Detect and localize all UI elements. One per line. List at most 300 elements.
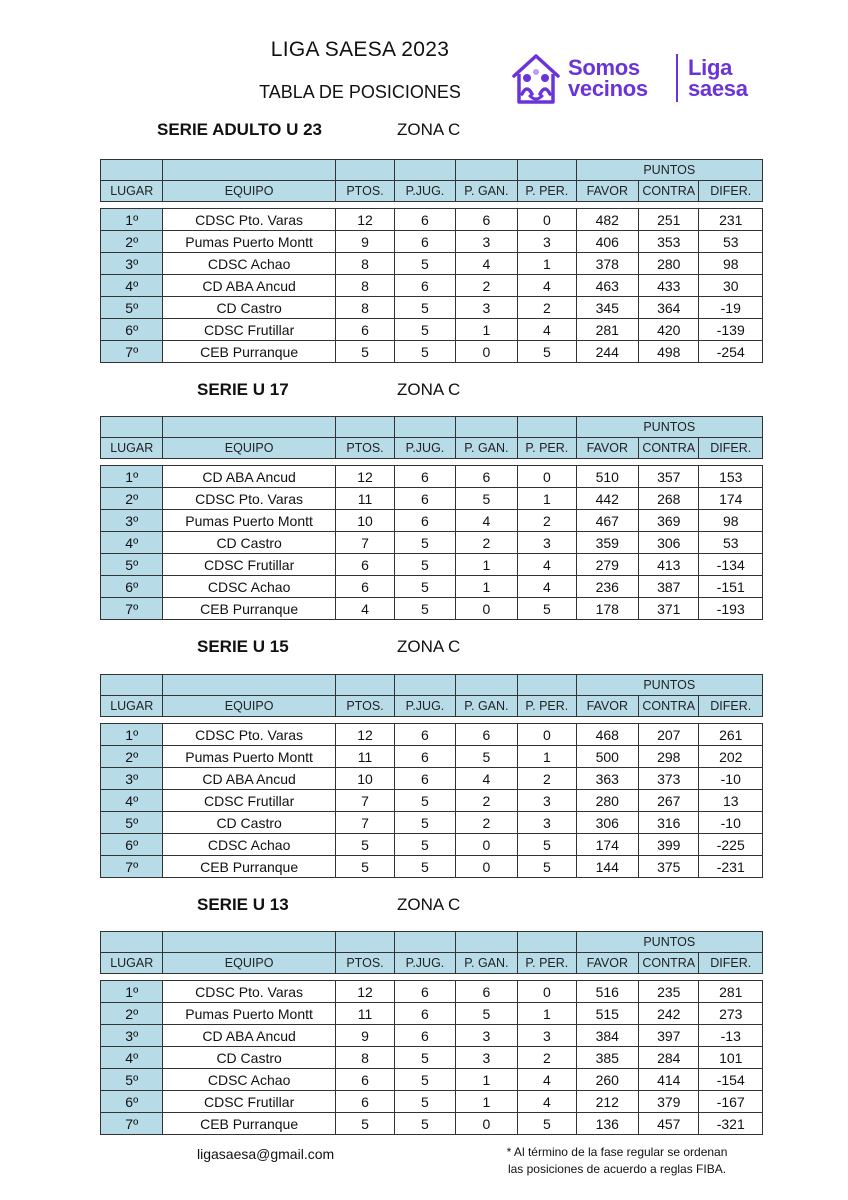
cell-position: 5º [101, 554, 163, 576]
header-blank-cell [335, 417, 394, 438]
cell-point-diff: 30 [699, 275, 763, 297]
cell-lost: 4 [518, 319, 576, 341]
cell-played: 6 [395, 510, 455, 532]
header-team: EQUIPO [163, 438, 335, 459]
cell-points-for: 236 [576, 576, 638, 598]
cell-won: 5 [455, 1003, 517, 1025]
table-row [101, 812, 763, 834]
cell-played: 6 [395, 981, 455, 1003]
cell-point-diff: 153 [699, 466, 763, 488]
cell-points-for: 463 [576, 275, 638, 297]
cell-point-diff: 174 [699, 488, 763, 510]
cell-position: 6º [101, 576, 163, 598]
cell-points: 6 [335, 1069, 394, 1091]
cell-team: CDSC Frutillar [163, 319, 335, 341]
cell-points: 8 [335, 275, 394, 297]
cell-points-against: 373 [639, 768, 699, 790]
header-points-against: CONTRA [639, 181, 699, 202]
table-row [101, 275, 763, 297]
cell-lost: 2 [518, 1047, 576, 1069]
cell-points-for: 406 [576, 231, 638, 253]
cell-points-for: 363 [576, 768, 638, 790]
cell-point-diff: -231 [699, 856, 763, 878]
header-points-for: FAVOR [576, 696, 638, 717]
cell-played: 5 [395, 598, 455, 620]
header-row [101, 181, 763, 202]
table-row [101, 1069, 763, 1091]
cell-points-against: 267 [639, 790, 699, 812]
header-blank-cell [101, 675, 163, 696]
header-blank-cell [518, 675, 576, 696]
cell-position: 4º [101, 790, 163, 812]
cell-points-for: 378 [576, 253, 638, 275]
cell-played: 6 [395, 768, 455, 790]
cell-won: 3 [455, 1025, 517, 1047]
cell-played: 6 [395, 1025, 455, 1047]
cell-won: 6 [455, 466, 517, 488]
cell-played: 6 [395, 1003, 455, 1025]
cell-played: 5 [395, 1047, 455, 1069]
cell-points: 12 [335, 724, 394, 746]
cell-won: 2 [455, 532, 517, 554]
table-row [101, 724, 763, 746]
header-point-diff: DIFER. [699, 953, 763, 974]
spacer-cell [101, 459, 763, 466]
header-points-for: FAVOR [576, 953, 638, 974]
logo-text-vecinos: vecinos [568, 76, 648, 101]
header-blank-cell [455, 160, 517, 181]
cell-points: 6 [335, 319, 394, 341]
cell-team: CD Castro [163, 812, 335, 834]
cell-points-against: 284 [639, 1047, 699, 1069]
cell-team: CD ABA Ancud [163, 275, 335, 297]
cell-position: 5º [101, 1069, 163, 1091]
cell-position: 3º [101, 768, 163, 790]
cell-points-against: 397 [639, 1025, 699, 1047]
cell-team: CEB Purranque [163, 598, 335, 620]
zona-label: ZONA C [397, 895, 461, 914]
header-blank-cell [163, 417, 335, 438]
cell-won: 6 [455, 209, 517, 231]
cell-position: 4º [101, 275, 163, 297]
header-blank-cell [163, 675, 335, 696]
cell-points-for: 279 [576, 554, 638, 576]
header-played: P.JUG. [395, 696, 455, 717]
cell-team: CEB Purranque [163, 1113, 335, 1135]
spacer-cell [101, 202, 763, 209]
cell-points: 11 [335, 1003, 394, 1025]
cell-points-for: 281 [576, 319, 638, 341]
cell-team: CD Castro [163, 532, 335, 554]
cell-won: 1 [455, 319, 517, 341]
cell-points: 7 [335, 532, 394, 554]
zona-label: ZONA C [397, 120, 461, 139]
table-row [101, 466, 763, 488]
cell-points-against: 375 [639, 856, 699, 878]
cell-lost: 2 [518, 510, 576, 532]
header-blank-cell [163, 932, 335, 953]
header-blank-cell [335, 932, 394, 953]
standings-table [100, 416, 763, 620]
cell-team: CD Castro [163, 1047, 335, 1069]
cell-team: CDSC Frutillar [163, 1091, 335, 1113]
contact-email: ligasaesa@gmail.com [197, 1146, 335, 1162]
cell-position: 4º [101, 1047, 163, 1069]
table-row [101, 253, 763, 275]
cell-lost: 4 [518, 1069, 576, 1091]
header-blank-cell [518, 160, 576, 181]
logo-text-somos: Somos [568, 55, 640, 80]
cell-points-for: 212 [576, 1091, 638, 1113]
cell-team: CEB Purranque [163, 341, 335, 363]
cell-lost: 5 [518, 341, 576, 363]
table-row [101, 319, 763, 341]
cell-point-diff: 98 [699, 510, 763, 532]
cell-points: 8 [335, 297, 394, 319]
cell-position: 1º [101, 724, 163, 746]
cell-lost: 3 [518, 790, 576, 812]
cell-points-for: 178 [576, 598, 638, 620]
header-blank-cell [395, 932, 455, 953]
cell-played: 6 [395, 231, 455, 253]
cell-points-against: 251 [639, 209, 699, 231]
cell-points-for: 385 [576, 1047, 638, 1069]
cell-won: 0 [455, 1113, 517, 1135]
cell-won: 2 [455, 790, 517, 812]
header-group-row [101, 675, 763, 696]
cell-played: 5 [395, 790, 455, 812]
cell-points-against: 207 [639, 724, 699, 746]
cell-won: 0 [455, 834, 517, 856]
header-lost: P. PER. [518, 181, 576, 202]
table-row [101, 856, 763, 878]
cell-team: CEB Purranque [163, 856, 335, 878]
cell-point-diff: 273 [699, 1003, 763, 1025]
cell-points-against: 298 [639, 746, 699, 768]
cell-points-against: 280 [639, 253, 699, 275]
cell-points: 6 [335, 554, 394, 576]
table-row [101, 554, 763, 576]
cell-won: 2 [455, 275, 517, 297]
table-row [101, 1025, 763, 1047]
cell-team: CDSC Frutillar [163, 554, 335, 576]
cell-team: CD ABA Ancud [163, 466, 335, 488]
header-blank-cell [518, 417, 576, 438]
cell-points-against: 371 [639, 598, 699, 620]
cell-lost: 5 [518, 1113, 576, 1135]
cell-points-against: 387 [639, 576, 699, 598]
page-title: LIGA SAESA 2023 [270, 38, 450, 61]
table-row [101, 532, 763, 554]
cell-points: 8 [335, 1047, 394, 1069]
cell-points-for: 260 [576, 1069, 638, 1091]
cell-points-for: 515 [576, 1003, 638, 1025]
header-points-for: FAVOR [576, 438, 638, 459]
header-team: EQUIPO [163, 696, 335, 717]
cell-point-diff: -167 [699, 1091, 763, 1113]
cell-points-for: 244 [576, 341, 638, 363]
header-won: P. GAN. [455, 438, 517, 459]
header-group-row [101, 932, 763, 953]
cell-won: 5 [455, 488, 517, 510]
cell-lost: 2 [518, 768, 576, 790]
cell-points: 7 [335, 790, 394, 812]
cell-points-against: 420 [639, 319, 699, 341]
cell-position: 6º [101, 834, 163, 856]
header-group-points: PUNTOS [576, 675, 762, 696]
cell-lost: 2 [518, 297, 576, 319]
header-team: EQUIPO [163, 953, 335, 974]
cell-points-for: 510 [576, 466, 638, 488]
cell-points: 12 [335, 209, 394, 231]
cell-point-diff: -254 [699, 341, 763, 363]
cell-won: 4 [455, 510, 517, 532]
header-blank-cell [455, 932, 517, 953]
cell-won: 5 [455, 746, 517, 768]
cell-points-for: 442 [576, 488, 638, 510]
cell-team: CDSC Frutillar [163, 790, 335, 812]
header-played: P.JUG. [395, 438, 455, 459]
serie-label: SERIE U 13 [197, 895, 289, 914]
table-row [101, 510, 763, 532]
cell-points: 5 [335, 341, 394, 363]
header-won: P. GAN. [455, 181, 517, 202]
standings-table [100, 159, 763, 363]
cell-won: 3 [455, 1047, 517, 1069]
zona-label: ZONA C [397, 637, 461, 656]
cell-lost: 1 [518, 488, 576, 510]
cell-played: 5 [395, 319, 455, 341]
cell-played: 6 [395, 466, 455, 488]
cell-played: 6 [395, 209, 455, 231]
cell-lost: 5 [518, 598, 576, 620]
cell-won: 0 [455, 341, 517, 363]
cell-position: 1º [101, 466, 163, 488]
header-won: P. GAN. [455, 696, 517, 717]
cell-won: 0 [455, 856, 517, 878]
cell-won: 3 [455, 297, 517, 319]
cell-team: Pumas Puerto Montt [163, 231, 335, 253]
table-row [101, 488, 763, 510]
footnote [482, 1144, 752, 1178]
cell-team: CDSC Pto. Varas [163, 209, 335, 231]
cell-position: 2º [101, 1003, 163, 1025]
cell-played: 5 [395, 856, 455, 878]
table-row [101, 341, 763, 363]
header-points: PTOS. [335, 696, 394, 717]
header-blank-cell [335, 675, 394, 696]
cell-won: 1 [455, 1091, 517, 1113]
header-lost: P. PER. [518, 953, 576, 974]
table-row [101, 790, 763, 812]
serie-label: SERIE U 15 [197, 637, 289, 656]
cell-point-diff: -139 [699, 319, 763, 341]
logo-text-saesa: saesa [688, 76, 748, 101]
header-group-points: PUNTOS [576, 417, 762, 438]
cell-points-against: 413 [639, 554, 699, 576]
cell-points-for: 345 [576, 297, 638, 319]
cell-lost: 5 [518, 834, 576, 856]
cell-team: CDSC Pto. Varas [163, 981, 335, 1003]
cell-points-against: 399 [639, 834, 699, 856]
header-blank-cell [163, 160, 335, 181]
table-row [101, 834, 763, 856]
cell-points: 5 [335, 856, 394, 878]
brand-logo [510, 50, 770, 110]
cell-points-against: 457 [639, 1113, 699, 1135]
cell-point-diff: 231 [699, 209, 763, 231]
header-position: LUGAR [101, 953, 163, 974]
cell-position: 3º [101, 510, 163, 532]
header-position: LUGAR [101, 696, 163, 717]
table-row [101, 297, 763, 319]
table-row [101, 576, 763, 598]
cell-point-diff: 53 [699, 231, 763, 253]
serie-label: SERIE U 17 [197, 380, 289, 399]
cell-team: CDSC Achao [163, 253, 335, 275]
cell-points-against: 268 [639, 488, 699, 510]
cell-played: 6 [395, 746, 455, 768]
cell-team: CDSC Achao [163, 1069, 335, 1091]
cell-points: 9 [335, 1025, 394, 1047]
header-blank-cell [455, 417, 517, 438]
cell-points: 6 [335, 576, 394, 598]
header-points: PTOS. [335, 181, 394, 202]
cell-points: 6 [335, 1091, 394, 1113]
cell-played: 6 [395, 488, 455, 510]
cell-points-for: 500 [576, 746, 638, 768]
cell-position: 1º [101, 981, 163, 1003]
cell-position: 3º [101, 1025, 163, 1047]
cell-position: 5º [101, 812, 163, 834]
cell-won: 6 [455, 981, 517, 1003]
cell-lost: 1 [518, 746, 576, 768]
cell-point-diff: -19 [699, 297, 763, 319]
header-team: EQUIPO [163, 181, 335, 202]
cell-lost: 4 [518, 576, 576, 598]
cell-lost: 0 [518, 724, 576, 746]
cell-points-against: 357 [639, 466, 699, 488]
cell-played: 5 [395, 812, 455, 834]
cell-point-diff: -134 [699, 554, 763, 576]
header-spacer [101, 717, 763, 724]
cell-point-diff: -151 [699, 576, 763, 598]
cell-played: 6 [395, 724, 455, 746]
standings-table [100, 931, 763, 1135]
header-blank-cell [101, 160, 163, 181]
cell-lost: 0 [518, 209, 576, 231]
header-blank-cell [395, 417, 455, 438]
cell-points-for: 174 [576, 834, 638, 856]
cell-points-against: 242 [639, 1003, 699, 1025]
cell-played: 5 [395, 253, 455, 275]
cell-lost: 5 [518, 856, 576, 878]
logo-divider [676, 54, 678, 102]
header-points: PTOS. [335, 953, 394, 974]
cell-points-against: 498 [639, 341, 699, 363]
header-position: LUGAR [101, 438, 163, 459]
header-row [101, 438, 763, 459]
cell-position: 6º [101, 1091, 163, 1113]
cell-team: Pumas Puerto Montt [163, 1003, 335, 1025]
cell-points-for: 468 [576, 724, 638, 746]
header-row [101, 696, 763, 717]
cell-won: 4 [455, 768, 517, 790]
header-point-diff: DIFER. [699, 696, 763, 717]
header-played: P.JUG. [395, 181, 455, 202]
cell-won: 1 [455, 1069, 517, 1091]
cell-lost: 4 [518, 554, 576, 576]
cell-team: Pumas Puerto Montt [163, 510, 335, 532]
cell-position: 5º [101, 297, 163, 319]
cell-points-for: 359 [576, 532, 638, 554]
cell-won: 3 [455, 231, 517, 253]
header-blank-cell [101, 932, 163, 953]
cell-team: CDSC Pto. Varas [163, 488, 335, 510]
cell-points: 11 [335, 488, 394, 510]
cell-points-for: 516 [576, 981, 638, 1003]
cell-points: 12 [335, 981, 394, 1003]
cell-lost: 0 [518, 466, 576, 488]
cell-team: CDSC Achao [163, 576, 335, 598]
cell-points-against: 306 [639, 532, 699, 554]
cell-team: CD ABA Ancud [163, 768, 335, 790]
header-position: LUGAR [101, 181, 163, 202]
cell-lost: 4 [518, 275, 576, 297]
cell-points-against: 364 [639, 297, 699, 319]
cell-position: 4º [101, 532, 163, 554]
cell-point-diff: -10 [699, 812, 763, 834]
header-points: PTOS. [335, 438, 394, 459]
header-group-points: PUNTOS [576, 160, 762, 181]
cell-points: 10 [335, 510, 394, 532]
cell-won: 1 [455, 576, 517, 598]
cell-points-against: 414 [639, 1069, 699, 1091]
cell-played: 5 [395, 1091, 455, 1113]
header-row [101, 953, 763, 974]
header-played: P.JUG. [395, 953, 455, 974]
table-row [101, 1047, 763, 1069]
cell-points-against: 316 [639, 812, 699, 834]
cell-won: 1 [455, 554, 517, 576]
cell-points: 7 [335, 812, 394, 834]
cell-points: 5 [335, 1113, 394, 1135]
table-row [101, 231, 763, 253]
cell-point-diff: 13 [699, 790, 763, 812]
cell-points: 10 [335, 768, 394, 790]
header-blank-cell [335, 160, 394, 181]
cell-won: 6 [455, 724, 517, 746]
cell-played: 5 [395, 1113, 455, 1135]
house-family-icon [510, 52, 562, 106]
cell-point-diff: 281 [699, 981, 763, 1003]
table-row [101, 1091, 763, 1113]
cell-points-for: 467 [576, 510, 638, 532]
table-row [101, 1113, 763, 1135]
header-group-points: PUNTOS [576, 932, 762, 953]
header-lost: P. PER. [518, 438, 576, 459]
header-points-against: CONTRA [639, 696, 699, 717]
cell-team: CDSC Pto. Varas [163, 724, 335, 746]
serie-label: SERIE ADULTO U 23 [157, 120, 322, 139]
header-lost: P. PER. [518, 696, 576, 717]
cell-position: 3º [101, 253, 163, 275]
cell-lost: 3 [518, 812, 576, 834]
cell-points-for: 482 [576, 209, 638, 231]
cell-won: 0 [455, 598, 517, 620]
cell-position: 1º [101, 209, 163, 231]
cell-points: 12 [335, 466, 394, 488]
